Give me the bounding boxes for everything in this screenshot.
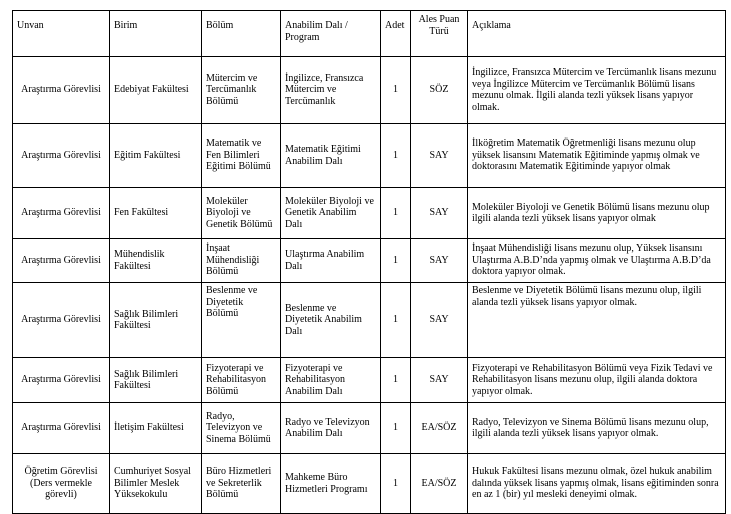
cell-bolum: İnşaat Mühendisliği Bölümü xyxy=(202,239,281,283)
cell-bolum: Moleküler Biyoloji ve Genetik Bölümü xyxy=(202,188,281,239)
header-aciklama: Açıklama xyxy=(468,11,726,57)
header-ales: Ales Puan Türü xyxy=(411,11,468,57)
cell-ales: EA/SÖZ xyxy=(411,454,468,514)
cell-ales: SÖZ xyxy=(411,57,468,124)
table-row xyxy=(13,239,726,283)
table-row xyxy=(13,358,726,403)
cell-bolum: Mütercim ve Tercümanlık Bölümü xyxy=(202,57,281,124)
cell-adet: 1 xyxy=(381,124,411,188)
cell-unvan: Araştırma Görevlisi xyxy=(13,239,110,283)
cell-aciklama: Moleküler Biyoloji ve Genetik Bölümü lisans mezunu olup ilgili alanda tezli yüksek lisans yapıyor olmak xyxy=(468,188,726,239)
cell-aciklama: İlköğretim Matematik Öğretmenliği lisans mezunu olup yüksek lisansını Matematik Eğitiminde yapmış olmak ve doktorasını Matematik Eğitiminde yapıyor olmak xyxy=(468,124,726,188)
table-row xyxy=(13,124,726,188)
cell-anabilim: Fizyoterapi ve Rehabilitasyon Anabilim Dalı xyxy=(281,358,381,403)
cell-adet: 1 xyxy=(381,358,411,403)
cell-ales: EA/SÖZ xyxy=(411,403,468,454)
cell-unvan: Araştırma Görevlisi xyxy=(13,57,110,124)
cell-bolum: Radyo, Televizyon ve Sinema Bölümü xyxy=(202,403,281,454)
cell-unvan: Araştırma Görevlisi xyxy=(13,403,110,454)
cell-birim: Fen Fakültesi xyxy=(110,188,202,239)
cell-birim: Cumhuriyet Sosyal Bilimler Meslek Yüksekokulu xyxy=(110,454,202,514)
cell-aciklama: İnşaat Mühendisliği lisans mezunu olup, Yüksek lisansını Ulaştırma A.B.D’nda yapmış olmak ve Ulaştırma A.B.D’da doktora yapıyor olmak. xyxy=(468,239,726,283)
cell-anabilim: Radyo ve Televizyon Anabilim Dalı xyxy=(281,403,381,454)
cell-anabilim: Ulaştırma Anabilim Dalı xyxy=(281,239,381,283)
cell-ales: SAY xyxy=(411,358,468,403)
cell-bolum: Beslenme ve Diyetetik Bölümü xyxy=(202,283,281,358)
cell-birim: Sağlık Bilimleri Fakültesi xyxy=(110,358,202,403)
cell-birim: Edebiyat Fakültesi xyxy=(110,57,202,124)
table-row xyxy=(13,57,726,124)
positions-table xyxy=(12,10,726,514)
table-row xyxy=(13,454,726,514)
cell-ales: SAY xyxy=(411,283,468,358)
cell-adet: 1 xyxy=(381,57,411,124)
header-row xyxy=(13,11,726,57)
header-unvan: Unvan xyxy=(13,11,110,57)
cell-birim: Eğitim Fakültesi xyxy=(110,124,202,188)
cell-anabilim: Matematik Eğitimi Anabilim Dalı xyxy=(281,124,381,188)
cell-adet: 1 xyxy=(381,188,411,239)
header-birim: Birim xyxy=(110,11,202,57)
cell-ales: SAY xyxy=(411,124,468,188)
cell-birim: Mühendislik Fakültesi xyxy=(110,239,202,283)
cell-adet: 1 xyxy=(381,283,411,358)
cell-adet: 1 xyxy=(381,454,411,514)
cell-aciklama: Fizyoterapi ve Rehabilitasyon Bölümü veya Fizik Tedavi ve Rehabilitasyon lisans mezunu olup, ilgili alanda doktora yapıyor olmak. xyxy=(468,358,726,403)
cell-unvan: Öğretim Görevlisi (Ders vermekle görevli) xyxy=(13,454,110,514)
cell-aciklama: Radyo, Televizyon ve Sinema Bölümü lisans mezunu olup, ilgili alanda tezli yüksek lisans yapıyor olmak. xyxy=(468,403,726,454)
cell-ales: SAY xyxy=(411,239,468,283)
cell-anabilim: Moleküler Biyoloji ve Genetik Anabilim Dalı xyxy=(281,188,381,239)
cell-birim: İletişim Fakültesi xyxy=(110,403,202,454)
header-adet: Adet xyxy=(381,11,411,57)
table-row xyxy=(13,188,726,239)
cell-birim: Sağlık Bilimleri Fakültesi xyxy=(110,283,202,358)
header-bolum: Bölüm xyxy=(202,11,281,57)
cell-unvan: Araştırma Görevlisi xyxy=(13,283,110,358)
cell-unvan: Araştırma Görevlisi xyxy=(13,358,110,403)
cell-anabilim: Mahkeme Büro Hizmetleri Programı xyxy=(281,454,381,514)
cell-anabilim: İngilizce, Fransızca Mütercim ve Tercümanlık xyxy=(281,57,381,124)
table-row xyxy=(13,403,726,454)
cell-bolum: Büro Hizmetleri ve Sekreterlik Bölümü xyxy=(202,454,281,514)
cell-adet: 1 xyxy=(381,239,411,283)
cell-adet: 1 xyxy=(381,403,411,454)
cell-bolum: Fizyoterapi ve Rehabilitasyon Bölümü xyxy=(202,358,281,403)
cell-aciklama: Beslenme ve Diyetetik Bölümü lisans mezunu olup, ilgili alanda tezli yüksek lisans yapıyor olmak. xyxy=(468,283,726,358)
cell-ales: SAY xyxy=(411,188,468,239)
cell-anabilim: Beslenme ve Diyetetik Anabilim Dalı xyxy=(281,283,381,358)
cell-aciklama: Hukuk Fakültesi lisans mezunu olmak, özel hukuk anabilim dalında yüksek lisans yapmış olmak, lisans eğitiminden sonra en az 1 (bir) yıl mesleki deneyimi olmak. xyxy=(468,454,726,514)
cell-unvan: Araştırma Görevlisi xyxy=(13,124,110,188)
cell-unvan: Araştırma Görevlisi xyxy=(13,188,110,239)
table-row xyxy=(13,283,726,358)
cell-aciklama: İngilizce, Fransızca Mütercim ve Tercümanlık lisans mezunu veya İngilizce Mütercim ve Tercümanlık Bölümü lisans mezunu olmak. İlgili alanda tezli yüksek lisans yapıyor olmak. xyxy=(468,57,726,124)
cell-bolum: Matematik ve Fen Bilimleri Eğitimi Bölümü xyxy=(202,124,281,188)
header-anabilim: Anabilim Dalı / Program xyxy=(281,11,381,57)
